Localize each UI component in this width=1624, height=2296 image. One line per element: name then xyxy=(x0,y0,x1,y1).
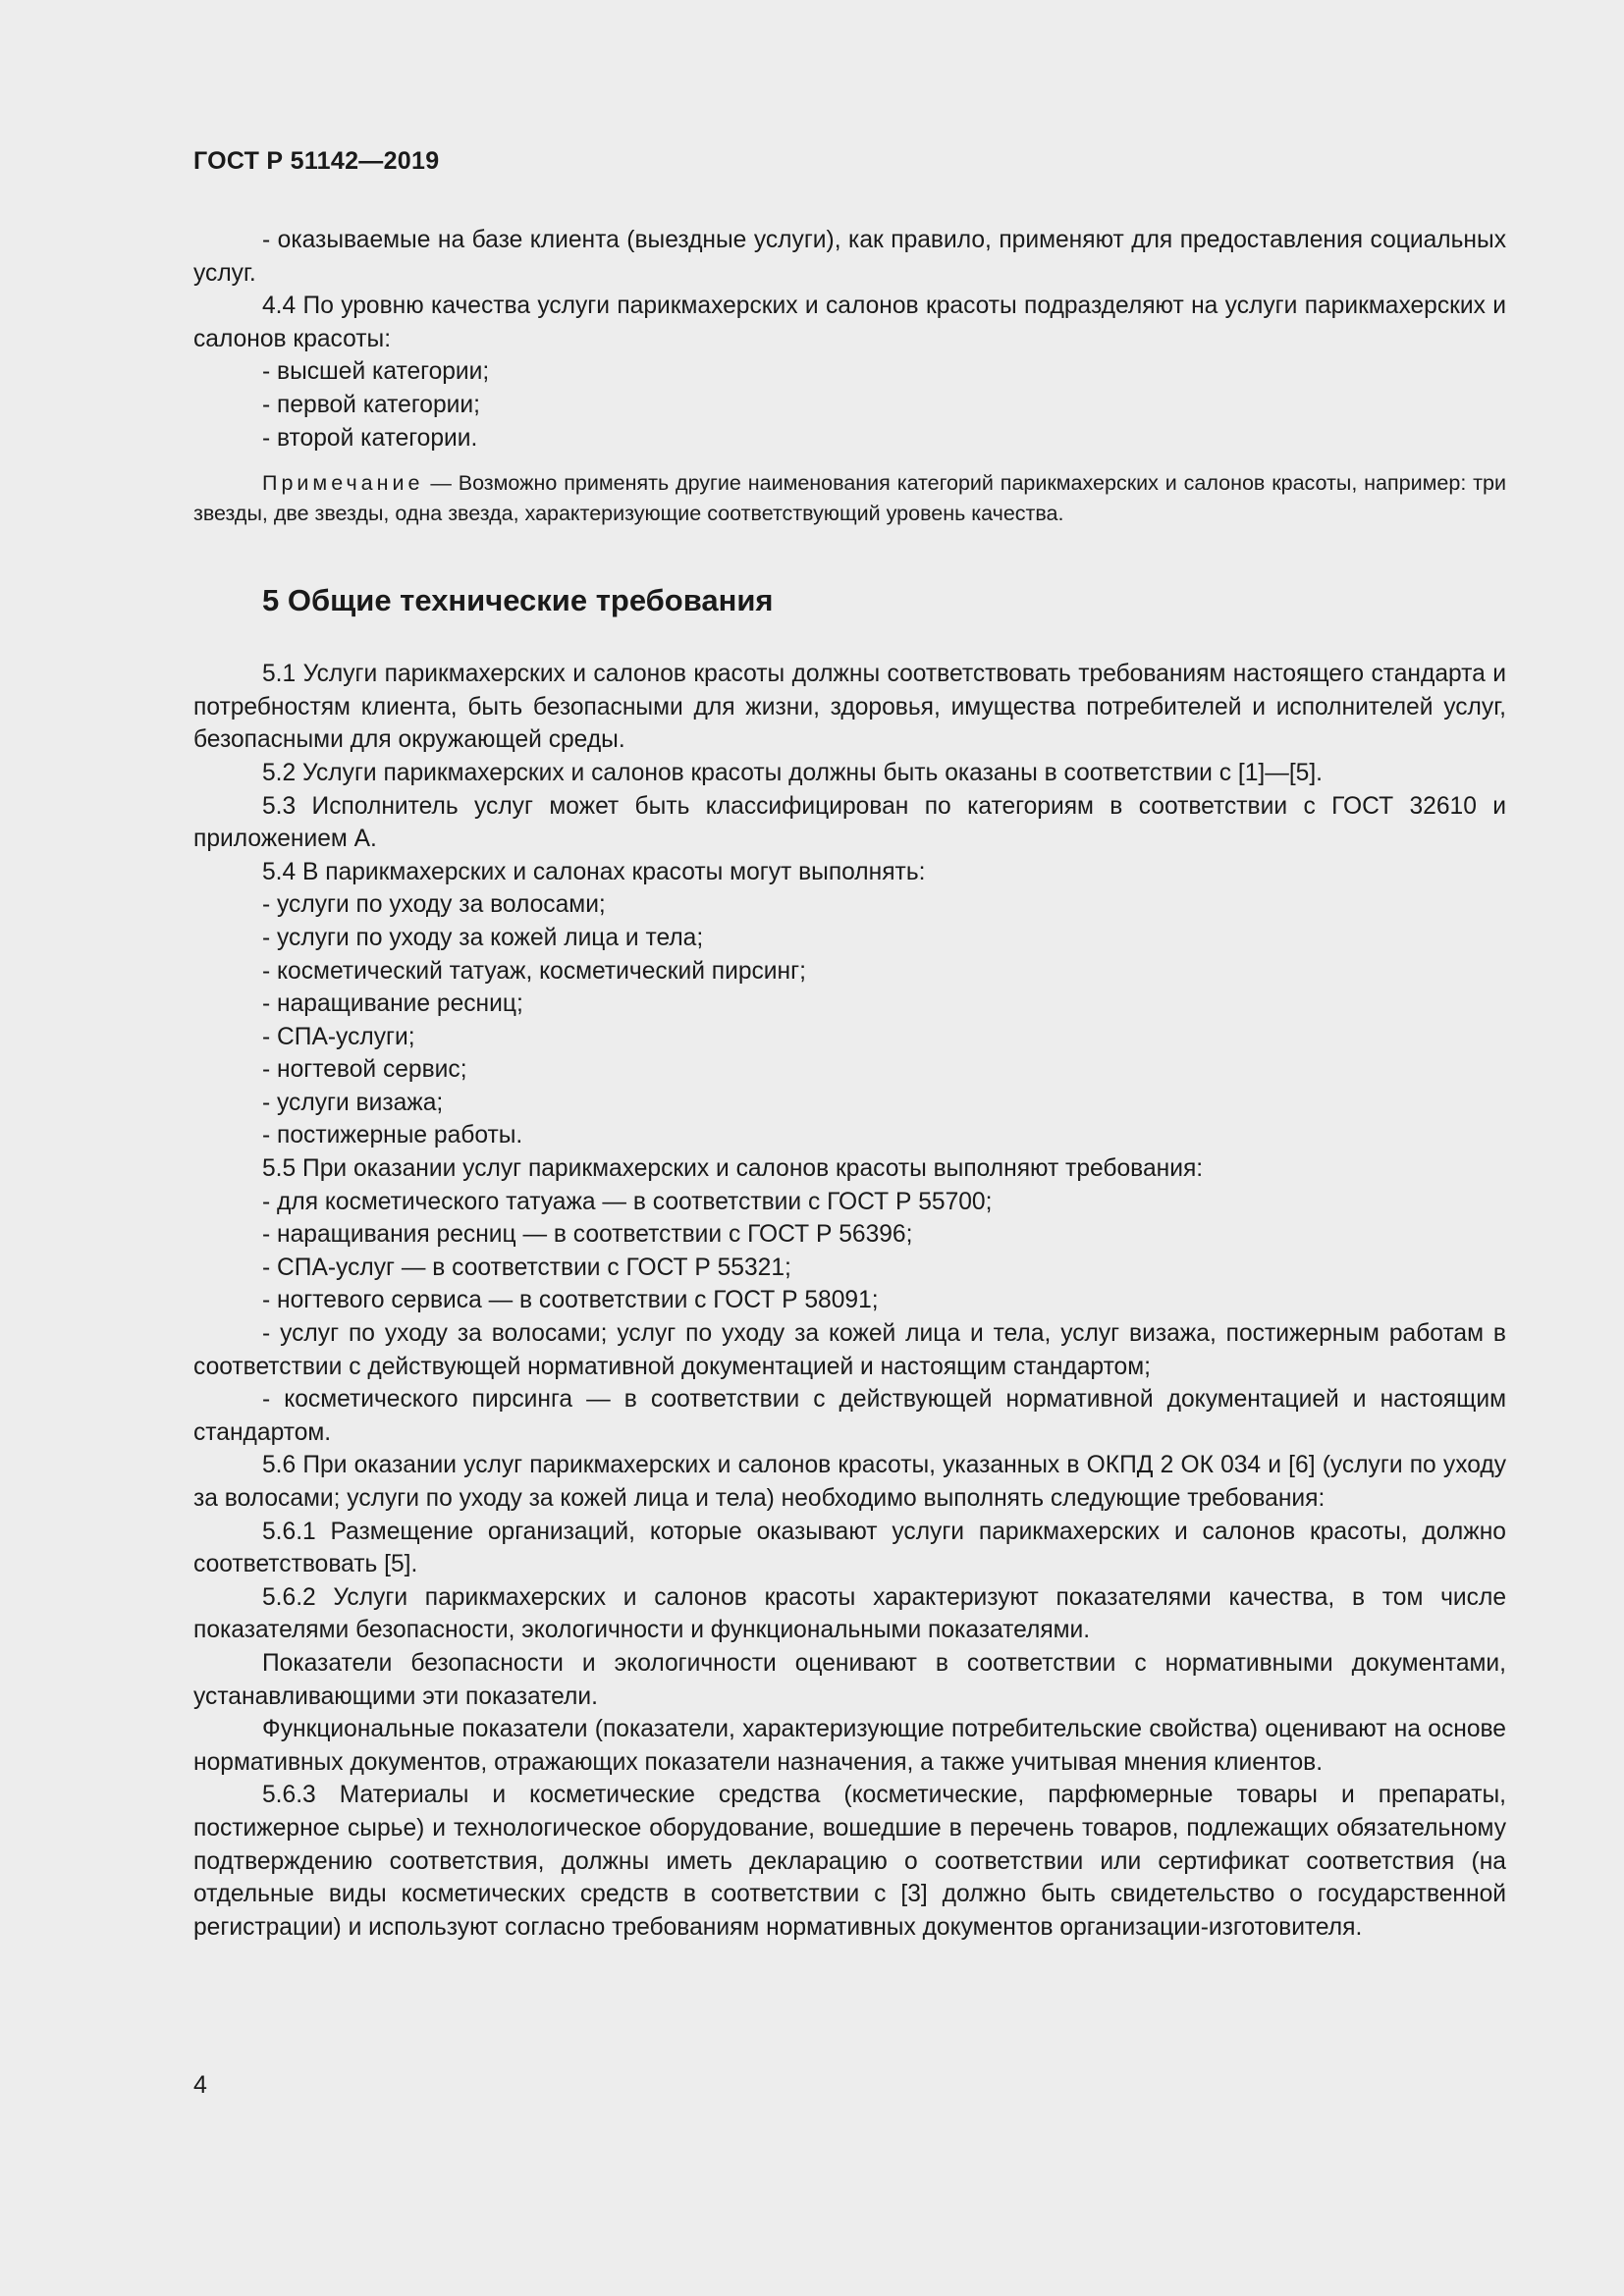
paragraph-5-6-3: 5.6.3 Материалы и косметические средства (косметические, парфюмерные товары и препараты, постижерное сырье) и технологическое оборудование, вошедшие в перечень товаров, подлежащих обязательному подтверждению соответствия, должны иметь декларацию о соответствии или сертификат соответствия (на отдельные виды косметических средств в соответствии с [3] должно быть свидетельство о государственной регистрации) и используют согласно требованиям нормативных документов организации-изготовителя. xyxy=(193,1782,1506,1941)
paragraph-5-6: 5.6 При оказании услуг парикмахерских и салонов красоты, указанных в ОКПД 2 ОК 034 и [6] (услуги по уходу за волосами; услуги по уходу за кожей лица и тела) необходимо выполнять следующие требования: xyxy=(193,1452,1506,1512)
paragraph-5-3: 5.3 Исполнитель услуг может быть классифицирован по категориям в соответствии с ГОСТ 32610 и приложением А. xyxy=(193,792,1506,853)
paragraph-5-6-2: 5.6.2 Услуги парикмахерских и салонов красоты характеризуют показателями качества, в том числе показателями безопасности, экологичности и функциональными показателями. xyxy=(193,1583,1506,1644)
note-text: — Возможно применять другие наименования категорий парикмахерских и салонов красоты, например: три звезды, две звезды, одна звезда, характеризующие соответствующий уровень качества. xyxy=(193,471,1506,526)
list-item: - СПА-услуги; xyxy=(262,1023,415,1050)
document-header: ГОСТ Р 51142—2019 xyxy=(193,147,440,175)
list-item: - услуги по уходу за волосами; xyxy=(262,891,606,919)
list-item: - косметического пирсинга — в соответствии с действующей нормативной документацией и настоящим стандартом. xyxy=(193,1386,1506,1446)
paragraph-5-4: 5.4 В парикмахерских и салонах красоты могут выполнять: xyxy=(262,858,926,885)
list-item: - наращивания ресниц — в соответствии с ГОСТ Р 56396; xyxy=(262,1221,913,1249)
list-item: - услуги по уходу за кожей лица и тела; xyxy=(262,924,704,951)
list-item: - ногтевого сервиса — в соответствии с ГОСТ Р 58091; xyxy=(262,1287,879,1314)
paragraph-5-1: 5.1 Услуги парикмахерских и салонов красоты должны соответствовать требованиям настоящего стандарта и потребностям клиента, быть безопасными для жизни, здоровья, имущества потребителей и исполнителей услуг, безопасными для окружающей среды. xyxy=(193,661,1506,754)
list-item: - для косметического татуажа — в соответствии с ГОСТ Р 55700; xyxy=(262,1188,993,1215)
list-item: - услуги визажа; xyxy=(262,1089,444,1116)
list-item: - второй категории. xyxy=(262,424,478,452)
document-body xyxy=(193,224,1506,1944)
note-label: Примечание xyxy=(262,471,424,496)
note xyxy=(193,468,1506,529)
paragraph-5-2: 5.2 Услуги парикмахерских и салонов красоты должны быть оказаны в соответствии с [1]—[5]. xyxy=(262,759,1323,786)
list-item: - первой категории; xyxy=(262,391,480,418)
paragraph-5-5: 5.5 При оказании услуг парикмахерских и салонов красоты выполняют требования: xyxy=(262,1155,1204,1183)
list-item: - услуг по уходу за волосами; услуг по уходу за кожей лица и тела, услуг визажа, постижерным работам в соответствии с действующей нормативной документацией и настоящим стандартом; xyxy=(193,1320,1506,1380)
paragraph-5-6-2-b: Показатели безопасности и экологичности оценивают в соответствии с нормативными документами, устанавливающими эти показатели. xyxy=(193,1649,1506,1710)
list-item: - высшей категории; xyxy=(262,358,490,386)
paragraph-4-4: 4.4 По уровню качества услуги парикмахерских и салонов красоты подразделяют на услуги парикмахерских и салонов красоты: xyxy=(193,293,1506,352)
list-item: - ногтевой сервис; xyxy=(262,1056,467,1084)
list-item: - СПА-услуг — в соответствии с ГОСТ Р 55321; xyxy=(262,1254,791,1281)
list-item: - косметический татуаж, косметический пирсинг; xyxy=(262,957,806,985)
paragraph-5-6-2-c: Функциональные показатели (показатели, характеризующие потребительские свойства) оценивают на основе нормативных документов, отражающих показатели назначения, а также учитывая мнения клиентов. xyxy=(193,1716,1506,1776)
list-item: - постижерные работы. xyxy=(262,1122,523,1149)
list-item: - наращивание ресниц; xyxy=(262,990,523,1018)
list-item: - оказываемые на базе клиента (выездные услуги), как правило, применяют для предоставления социальных услуг. xyxy=(193,227,1506,287)
section-title: 5 Общие технические требования xyxy=(262,583,774,618)
paragraph-5-6-1: 5.6.1 Размещение организаций, которые оказывают услуги парикмахерских и салонов красоты, должно соответствовать [5]. xyxy=(193,1518,1506,1578)
page-number: 4 xyxy=(193,2071,207,2099)
